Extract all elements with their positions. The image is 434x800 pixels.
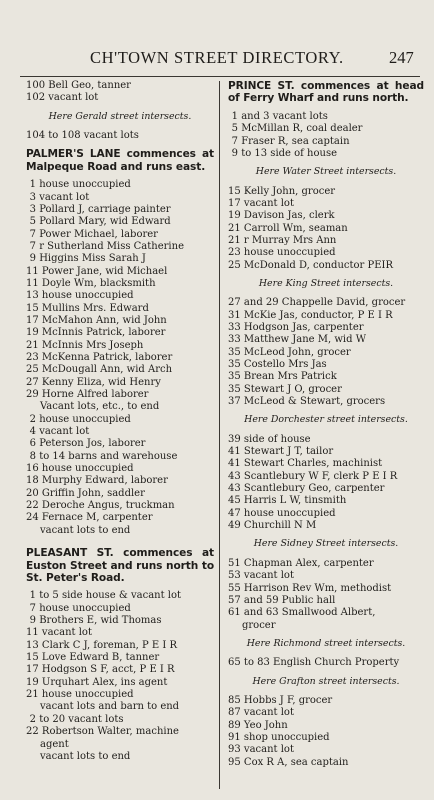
directory-entry [26,414,214,426]
entry-text: Pollard J, carriage painter [39,203,171,215]
directory-entry [228,483,424,495]
house-number: 22 [26,726,39,738]
house-number: 15 [228,185,241,197]
directory-entry [26,500,214,512]
directory-entry [26,216,214,228]
entry-text: to 13 side of house [241,147,337,159]
entry-text: Harrison Rev Wm, methodist [243,582,392,594]
directory-entry [26,689,214,701]
entry-text: Power Michael, laborer [39,228,158,240]
house-number: 37 [228,396,241,408]
entry-text: vacant lot [39,426,90,438]
directory-entry [26,266,214,278]
house-number: 35 [228,359,241,370]
entry-text: Matthew Jane M, wid W [243,334,366,346]
entry-text: McLeod & Stewart, grocers [243,396,386,408]
house-number: 20 [26,487,39,499]
house-number: 5 [29,216,36,228]
house-number: 4 [29,426,36,438]
directory-entry [228,186,424,198]
directory-entry [228,495,424,507]
house-number: 21 [228,222,241,234]
entry-text: to 5 side house & vacant lot [39,590,182,602]
directory-entry [228,111,424,123]
intersection-note: Here King Street intersects. [258,277,394,289]
entry-text: Griffin John, saddler [41,487,145,499]
entry-text: house unoccupied [39,179,131,191]
house-number: 41 [228,446,241,458]
header-rule [20,76,420,77]
directory-entry [228,136,424,148]
house-number: 7 [29,240,36,252]
entry-text: Robertson Walter, machine [41,726,179,738]
directory-entry [26,590,214,602]
entry-text: house unoccupied [41,689,134,701]
entry-text: Murphy Edward, laborer [41,475,168,487]
entry-text: Stewart J O, grocer [243,383,342,395]
entry-text: to 14 barns and warehouse [39,450,178,462]
entry-text: Yeo John [243,719,288,731]
entry-text: house unoccupied [243,247,336,259]
directory-entry [26,451,214,463]
house-number: 7 [29,228,36,240]
running-title: CH'TOWN STREET DIRECTORY. [90,48,344,67]
entry-line: 102 vacant lot [26,92,99,104]
house-number: 22 [26,500,39,512]
entry-text: McInnis Mrs Joseph [41,339,144,351]
house-number: 85 [228,694,241,706]
directory-entry [26,488,214,500]
entry-text: vacant lot [41,627,92,639]
entry-text: Love Edward B, tanner [41,652,160,664]
directory-entry [26,627,214,639]
directory-entry [228,720,424,732]
left-column [26,80,214,763]
directory-entry [26,389,214,401]
entry-text: Fraser R, sea captain [241,135,350,147]
entry-text: house unoccupied [243,507,336,519]
entry-text: r Sutherland Miss Catherine [39,240,184,252]
house-number: 3 [29,191,36,203]
house-number: 3 [29,203,36,215]
house-number: 15 [26,302,39,314]
entry-text: Horne Alfred laborer [41,389,149,401]
house-number: 61 [228,607,241,619]
directory-entry [228,657,424,669]
entry-text: house unoccupied [39,413,131,425]
entry-text: McInnis Patrick, laborer [41,327,166,339]
directory-entry [228,310,424,322]
page-header [0,48,434,68]
entry-text: Hodgson Jas, carpenter [243,321,364,333]
entry-text: Deroche Angus, truckman [41,500,175,512]
house-number: 24 [26,512,39,524]
house-number: 2 [29,413,36,425]
house-number: 89 [228,719,241,731]
directory-entry [228,260,424,272]
directory-entry [26,525,214,537]
street-entries [26,179,214,537]
house-number: 7 [231,135,238,147]
house-number: 33 [228,334,241,346]
directory-entry [26,475,214,487]
street-heading: PLEASANT ST. commences at Euston Street and runs north to St. Peter's Road. [26,547,214,584]
directory-entry [228,508,424,520]
house-number: 31 [228,309,241,321]
house-number: 95 [228,756,241,768]
intersection-note: Here Richmond street intersects. [246,637,406,649]
house-number: 13 [26,290,39,302]
house-number: 23 [228,247,241,259]
house-number: 47 [228,507,241,519]
entry-text: Hodgson S F, acct, P E I R [41,664,175,676]
directory-entry [228,446,424,458]
house-number: 93 [228,744,241,756]
house-number: 9 [231,147,238,159]
house-number: 1 [231,110,238,122]
entry-text: Urquhart Alex, ins agent [41,676,168,688]
entry-text: house unoccupied [41,463,134,475]
house-number: 2 [29,713,36,725]
directory-entry [26,241,214,253]
directory-entry [228,607,424,619]
house-number: 21 [228,234,241,246]
directory-entry [26,438,214,450]
entry-text: Higgins Miss Sarah J [39,253,146,265]
entry-text: and 63 Smallwood Albert, [243,607,376,619]
directory-entry [228,744,424,756]
entry-text: side of house [243,433,311,445]
house-number: 5 [231,123,238,135]
entry-text: Peterson Jos, laborer [39,438,146,450]
directory-entry [26,290,214,302]
street-entries [228,111,424,160]
house-number: 41 [228,458,241,470]
directory-entry [26,664,214,676]
entry-text: grocer [242,619,276,631]
directory-entry [228,322,424,334]
directory-entry [26,303,214,315]
entry-text: Power Jane, wid Michael [41,265,168,277]
entry-text: vacant lot [243,570,294,582]
directory-entry [228,396,424,408]
street-entries [228,558,424,632]
house-number: 11 [26,627,39,639]
page-number: 247 [389,48,414,67]
entry-text: vacant lots to end [40,524,131,536]
house-number: 8 [29,450,36,462]
directory-entry [228,123,424,135]
entry-text: McMillan R, coal dealer [241,123,363,135]
directory-entry [26,253,214,265]
house-number: 25 [26,364,39,376]
house-number: 11 [26,277,39,289]
directory-entry [26,401,214,413]
intersection-note: Here Sidney Street intersects. [253,538,399,550]
house-number: 45 [228,495,241,507]
directory-entry [26,327,214,339]
house-number: 1 [29,590,36,602]
entry-text: Kelly John, grocer [243,185,336,197]
entry-text: r Murray Mrs Ann [243,234,337,246]
directory-entry [228,334,424,346]
house-number: 19 [228,210,241,222]
house-number: 49 [228,520,241,532]
house-number: 7 [29,602,36,614]
house-number: 9 [29,615,36,627]
directory-entry [228,583,424,595]
house-number: 17 [26,664,39,676]
directory-entry [228,359,424,371]
street-entries [228,695,424,769]
directory-entry [26,701,214,713]
directory-entry [228,732,424,744]
house-number: 13 [26,639,39,651]
entry-text: Harris L W, tinsmith [243,495,347,507]
street-entries [228,657,424,669]
directory-entry [26,192,214,204]
entry-text: McDougall Ann, wid Arch [41,364,173,376]
directory-entry [228,434,424,446]
entry-text: shop unoccupied [243,731,330,743]
directory-entry [228,558,424,570]
house-number: 23 [26,352,39,363]
entry-text: vacant lot [39,191,90,203]
directory-entry [26,229,214,241]
entry-text: Stewart Charles, machinist [243,458,383,470]
house-number: 6 [29,438,36,450]
house-number: 27 [26,376,39,388]
house-number: 51 [228,557,241,569]
directory-entry [26,652,214,664]
directory-entry [26,204,214,216]
house-number: 11 [26,265,39,277]
entry-text: to 83 English Church Property [243,657,400,669]
directory-entry [26,463,214,475]
entry-text: Davison Jas, clerk [243,210,335,222]
directory-entry [228,198,424,210]
house-number: 25 [228,259,241,271]
directory-entry [26,726,214,738]
entry-text: Stewart J T, tailor [243,446,334,458]
house-number: 16 [26,463,39,475]
directory-entry [26,603,214,615]
directory-entry [26,751,214,763]
directory-entry [228,471,424,483]
directory-entry [228,347,424,359]
intersection-note: Here Gerald street intersects. [48,110,192,122]
directory-entry [228,520,424,532]
house-number: 1 [29,179,36,191]
house-number: 18 [26,475,39,487]
house-number: 17 [26,314,39,326]
house-number: 43 [228,483,241,495]
street-heading: PRINCE ST. commences at head of Ferry Wharf and runs north. [228,80,424,105]
directory-entry [26,739,214,751]
entry-text: Pollard Mary, wid Edward [39,216,171,228]
directory-entry [26,677,214,689]
directory-entry [228,297,424,309]
entry-text: Costello Mrs Jas [243,359,327,370]
entry-text: Fernace M, carpenter [41,512,153,524]
entry-text: vacant lot [243,707,294,719]
right-column [228,80,424,769]
house-number: 65 [228,657,241,669]
entry-text: McLeod John, grocer [243,346,351,358]
street-entries [228,297,424,408]
entry-text: Scantlebury W F, clerk P E I R [243,470,398,482]
intersection-note: Here Water Street intersects. [255,166,397,178]
directory-entry [26,640,214,652]
house-number: 91 [228,731,241,743]
house-number: 35 [228,383,241,395]
directory-entry [26,179,214,191]
entry-text: Chapman Alex, carpenter [243,557,374,569]
house-number: 19 [26,327,39,339]
entry-text: Doyle Wm, blacksmith [41,277,156,289]
entry-line: 104 to 108 vacant lots [26,130,139,142]
column-divider [219,81,220,789]
house-number: 39 [228,433,241,445]
entry-text: Scantlebury Geo, carpenter [243,483,385,495]
directory-entry [228,148,424,160]
street-entries [228,186,424,272]
entry-text: Clark C J, foreman, P E I R [41,639,178,651]
street-heading: PALMER'S LANE commences at Malpeque Road and runs east. [26,148,214,173]
house-number: 21 [26,339,39,351]
house-number: 53 [228,570,241,582]
entry-text: house unoccupied [39,602,131,614]
entry-text: vacant lots and barn to end [40,701,180,713]
intersection-note: Here Grafton street intersects. [252,675,400,687]
directory-entry [26,278,214,290]
house-number: 35 [228,371,241,383]
directory-entry [228,595,424,607]
entry-text: vacant lot [243,744,294,756]
entry-text: Hobbs J F, grocer [243,694,333,706]
house-number: 27 [228,297,241,309]
entry-text: Kenny Eliza, wid Henry [41,376,161,388]
directory-entry [26,315,214,327]
directory-entry [26,615,214,627]
directory-entry [228,223,424,235]
house-number: 21 [26,689,39,701]
entry-text: McDonald D, conductor PEIR [243,259,394,271]
directory-entry [228,695,424,707]
directory-entry [26,340,214,352]
house-number: 43 [228,470,241,482]
entry-text: McKenna Patrick, laborer [41,352,173,363]
entry-text: Cox R A, sea captain [243,756,349,768]
entry-text: Brothers E, wid Thomas [39,615,162,627]
entry-text: and 3 vacant lots [241,110,328,122]
entry-text: McMahon Ann, wid John [41,314,167,326]
entry-text: Churchill N M [243,520,317,532]
directory-entry [26,714,214,726]
entry-text: house unoccupied [41,290,134,302]
directory-entry [228,757,424,769]
directory-entry [26,352,214,364]
directory-entry [228,458,424,470]
entry-text: Vacant lots, etc., to end [40,401,160,413]
entry-text: agent [40,738,69,750]
entry-line: 100 Bell Geo, tanner [26,80,131,91]
entry-text: Brean Mrs Patrick [243,371,337,383]
directory-entry [26,364,214,376]
directory-entry [26,377,214,389]
entry-text: and 29 Chappelle David, grocer [243,297,406,309]
intersection-note: Here Dorchester street intersects. [244,414,408,426]
directory-entry [228,570,424,582]
street-entries [26,590,214,763]
house-number: 55 [228,582,241,594]
house-number: 87 [228,707,241,719]
entry-text: vacant lot [243,197,294,209]
directory-entry [228,384,424,396]
house-number: 57 [228,594,241,606]
house-number: 33 [228,321,241,333]
house-number: 15 [26,652,39,664]
house-number: 17 [228,197,241,209]
directory-entry [228,247,424,259]
house-number: 9 [29,253,36,265]
directory-entry [26,426,214,438]
house-number: 29 [26,389,39,401]
street-entries [228,434,424,533]
house-number: 19 [26,676,39,688]
directory-entry [228,620,424,632]
directory-entry [228,235,424,247]
entry-text: and 59 Public hall [243,594,336,606]
entry-text: McKie Jas, conductor, P E I R [243,309,393,321]
entry-text: Mullins Mrs. Edward [41,302,149,314]
house-number: 35 [228,346,241,358]
directory-entry [228,371,424,383]
directory-entry [228,707,424,719]
directory-entry [26,512,214,524]
entry-text: Carroll Wm, seaman [243,222,348,234]
entry-text: to 20 vacant lots [39,713,124,725]
directory-entry [228,210,424,222]
entry-text: vacant lots to end [40,750,131,762]
